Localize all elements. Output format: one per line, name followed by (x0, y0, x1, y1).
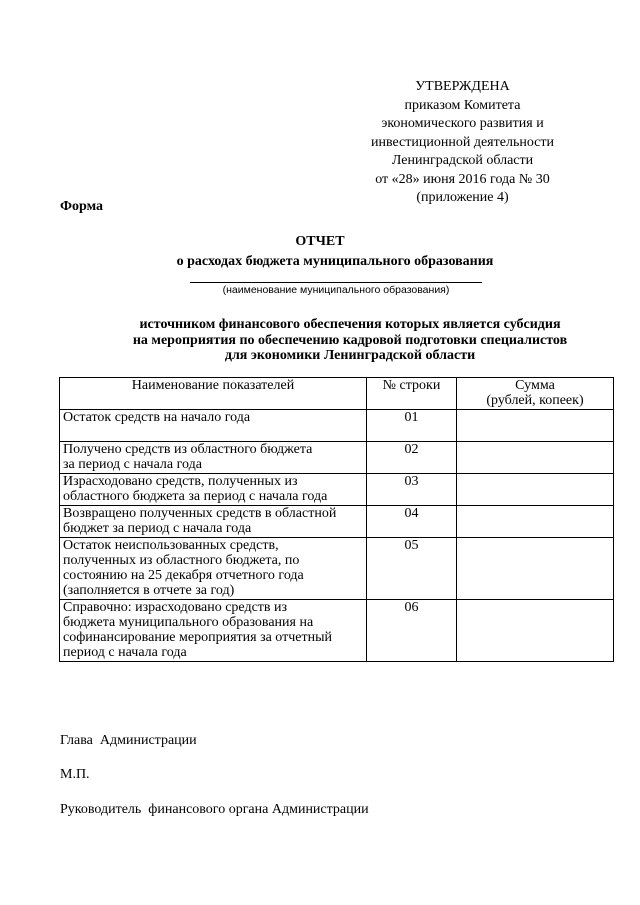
row-number: 04 (367, 506, 457, 538)
row-indicator (60, 410, 367, 442)
row-number: 06 (367, 600, 457, 662)
report-table (59, 377, 614, 662)
row-sum-cell[interactable] (457, 410, 614, 442)
report-title-block (0, 232, 640, 272)
report-title: ОТЧЕТ (295, 234, 345, 249)
row-sum-cell[interactable] (457, 600, 614, 662)
report-subtitle: о расходах бюджета муниципального образования (176, 254, 494, 269)
table-row (60, 410, 614, 442)
row-indicator (60, 538, 367, 600)
row-indicator-line: Остаток средств на начало года (63, 410, 251, 425)
row-number: 03 (367, 474, 457, 506)
approval-line: инвестиционной деятельности (370, 134, 554, 150)
approval-line: Ленинградской области (391, 153, 534, 168)
table-row (60, 474, 614, 506)
approval-line: УТВЕРЖДЕНА (415, 79, 510, 94)
row-indicator (60, 474, 367, 506)
funding-source-line: источником финансового обеспечения которых является субсидия (139, 317, 561, 332)
funding-source-line: на мероприятия по обеспечению кадровой подготовки специалистов (132, 332, 568, 348)
row-indicator (60, 442, 367, 474)
header-sum (457, 378, 614, 410)
table-header-row (60, 378, 614, 410)
row-indicator-line: бюджет за период с начала года (63, 521, 252, 536)
table-row (60, 506, 614, 538)
funding-source-block (100, 317, 600, 364)
approval-line: (приложение 4) (416, 190, 509, 205)
table-row (60, 538, 614, 600)
row-sum-cell[interactable] (457, 474, 614, 506)
row-indicator-line: полученных из областного бюджета, по (63, 553, 300, 568)
approval-block (340, 78, 585, 208)
approval-line: экономического развития и (381, 116, 544, 131)
municipality-name-line[interactable] (190, 282, 482, 283)
row-indicator-line: Получено средств из областного бюджета (63, 442, 313, 457)
header-indicator: Наименование показателей (60, 378, 367, 410)
row-indicator-line: Справочно: израсходовано средств из (63, 600, 288, 615)
row-indicator-line: Возвращено полученных средств в областной (63, 506, 337, 521)
row-indicator-line: Израсходовано средств, полученных из (63, 474, 298, 489)
row-number: 02 (367, 442, 457, 474)
row-indicator-line: состоянию на 25 декабря отчетного года (63, 568, 304, 583)
approval-line: приказом Комитета (404, 97, 521, 113)
stamp-place: М.П. (60, 767, 90, 782)
header-sum-label: Сумма (515, 378, 555, 393)
form-label: Форма (60, 199, 104, 214)
row-sum-cell[interactable] (457, 442, 614, 474)
row-number: 01 (367, 410, 457, 442)
row-indicator-line: областного бюджета за период с начала года (63, 489, 328, 504)
row-indicator-line: софинансирование мероприятия за отчетный (63, 630, 333, 645)
row-sum-cell[interactable] (457, 538, 614, 600)
signature-finance-head: Руководитель финансового органа Администрации (60, 802, 369, 817)
approval-line: от «28» июня 2016 года № 30 (375, 171, 550, 187)
table-row (60, 600, 614, 662)
funding-source-line: для экономики Ленинградской области (224, 348, 476, 363)
table-row (60, 442, 614, 474)
row-indicator-line: за период с начала года (63, 457, 202, 472)
row-sum-cell[interactable] (457, 506, 614, 538)
row-indicator-line: (заполняется в отчете за год) (63, 583, 235, 598)
municipality-name-caption: (наименование муниципального образования) (222, 284, 450, 296)
row-indicator-line: период с начала года (63, 645, 187, 660)
row-indicator-line: Остаток неиспользованных средств, (63, 538, 279, 553)
row-indicator (60, 506, 367, 538)
row-indicator (60, 600, 367, 662)
row-indicator-line: бюджета муниципального образования на (63, 615, 314, 630)
signature-head: Глава Администрации (60, 733, 197, 748)
row-number: 05 (367, 538, 457, 600)
header-row-number: № строки (367, 378, 457, 410)
header-sum-unit: (рублей, копеек) (486, 393, 584, 408)
